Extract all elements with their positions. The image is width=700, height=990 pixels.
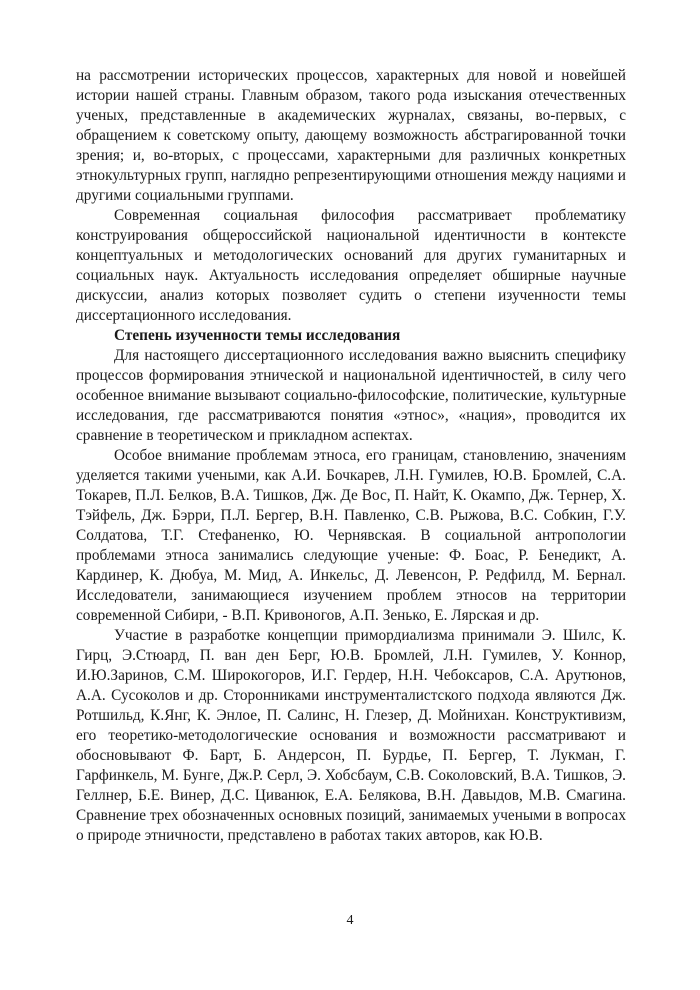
- paragraph-identity-specifics: Для настоящего диссертационного исследования важно выяснить специфику процессов формирования этнической и национальной идентичностей, в силу чего особенное внимание вызывают социально-философские, политические, культурные исследования, где рассматриваются понятия «этнос», «нация», проводится их сравнение в теоретическом и прикладном аспектах.: [76, 347, 626, 444]
- section-heading: Степень изученности темы исследования: [114, 327, 401, 344]
- page-number: 4: [346, 913, 354, 928]
- paragraph-ethnos-scholars: Особое внимание проблемам этноса, его границам, становлению, значениям уделяется такими учеными, как А.И. Бочкарев, Л.Н. Гумилев, Ю.В. Бромлей, С.А. Токарев, П.Л. Белков, В.А. Тишков, Дж. Де Вос, П. Найт, К. Окампо, Дж. Тернер, Х. Тэйфель, Дж. Бэрри, П.Л. Бергер, В.Н. Павленко, С.В. Рыжова, В.С. Собкин, Г.У. Солдатова, Т.Г. Стефаненко, Ю. Чернявская. В социальной антропологии проблемами этноса занимались следующие ученые: Ф. Боас, Р. Бенедикт, А. Кардинер, К. Дюбуа, М. Мид, А. Инкельс, Д. Левенсон, Р. Редфилд, М. Бернал. Исследователи, занимающиеся изучением проблем этносов на территории современной Сибири, - В.П. Кривоногов, А.П. Зенько, Е. Лярская и др.: [76, 447, 626, 624]
- body-text: [76, 66, 626, 846]
- paragraph-continuation: на рассмотрении исторических процессов, характерных для новой и новейшей истории нашей страны. Главным образом, такого рода изыскания отечественных ученых, представленные в академических журналах, связаны, во-первых, с обращением к советскому опыту, дающему возможность абстрагированной точки зрения; и, во-вторых, с процессами, характерными для различных конкретных этнокультурных групп, наглядно репрезентирующими отношения между нациями и другими социальными группами.: [76, 67, 626, 204]
- paragraph-primordialism: Участие в разработке концепции примордиализма принимали Э. Шилс, К. Гирц, Э.Стюард, П. ван ден Берг, Ю.В. Бромлей, Л.Н. Гумилев, У. Коннор, И.Ю.Заринов, С.М. Широкогоров, И.Г. Гердер, Н.Н. Чебоксаров, С.А. Арутюнов, А.А. Сусоколов и др. Сторонниками инструменталистского подхода являются Дж. Ротшильд, К.Янг, К. Энлое, П. Салинс, Н. Глезер, Д. Мойнихан. Конструктивизм, его теоретико-методологические основания и возможности рассматривают и обосновывают Ф. Барт, Б. Андерсон, П. Бурдье, П. Бергер, Т. Лукман, Г. Гарфинкель, М. Бунге, Дж.Р. Серл, Э. Хобсбаум, С.В. Соколовский, В.А. Тишков, Э. Геллнер, Б.Е. Винер, Д.С. Циванюк, Е.А. Белякова, В.Н. Давыдов, М.В. Смагина. Сравнение трех обозначенных основных позиций, занимаемых учеными в вопросах о природе этничности, представлено в работах таких авторов, как Ю.В.: [76, 627, 626, 844]
- paragraph-social-philosophy: Современная социальная философия рассматривает проблематику конструирования общероссийской национальной идентичности в контексте концептуальных и методологических оснований для других гуманитарных и социальных наук. Актуальность исследования определяет обширные научные дискуссии, анализ которых позволяет судить о степени изученности темы диссертационного исследования.: [76, 207, 626, 324]
